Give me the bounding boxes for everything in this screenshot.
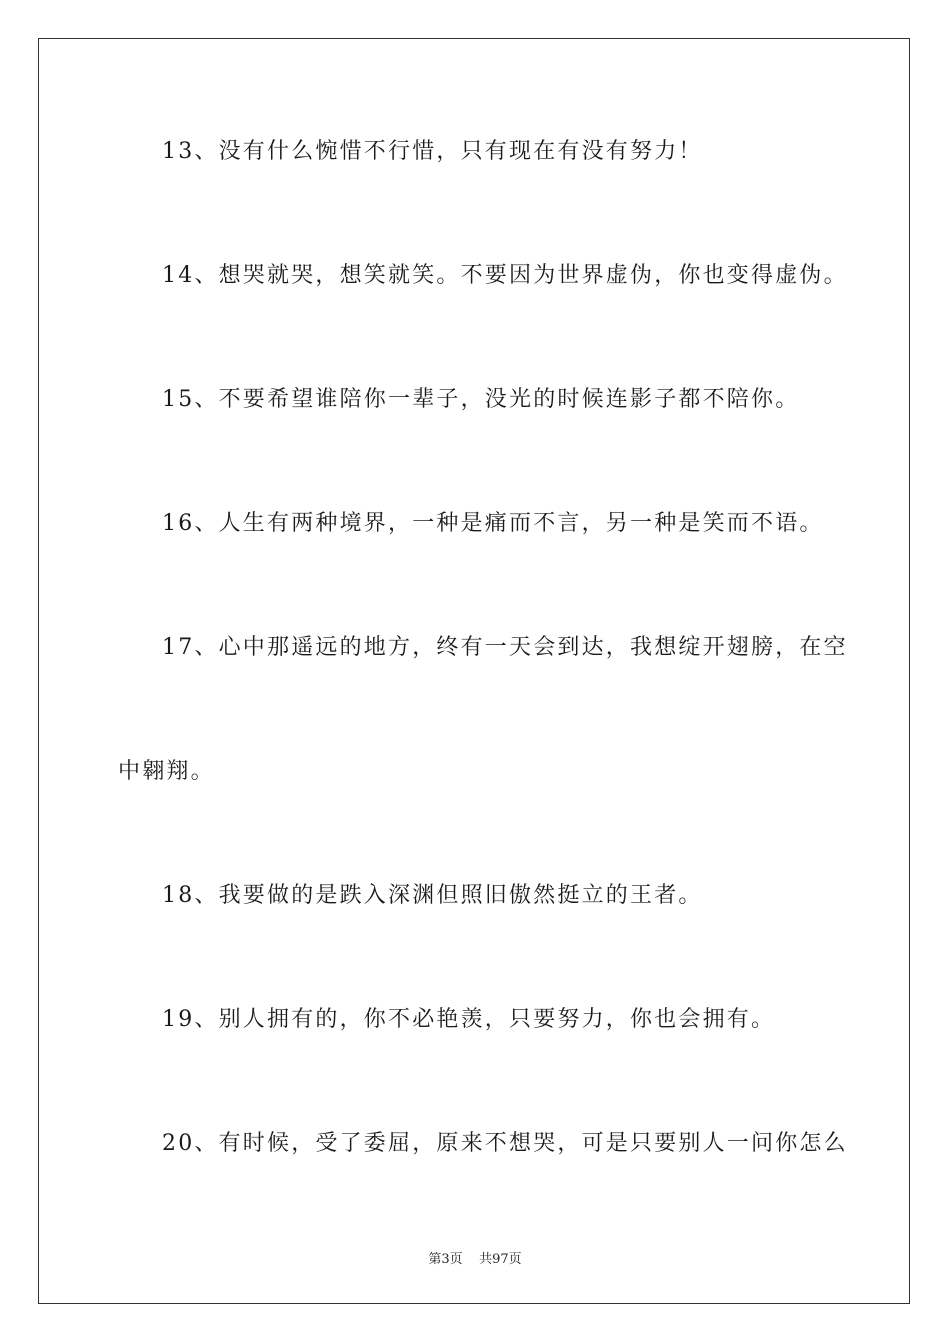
page-footer bbox=[0, 1248, 950, 1267]
quote-13: 13、没有什么惋惜不行惜，只有现在有没有努力！ bbox=[162, 139, 703, 164]
quote-16: 16、人生有两种境界，一种是痛而不言，另一种是笑而不语。 bbox=[162, 511, 824, 536]
quote-19: 19、别人拥有的，你不必艳羡，只要努力，你也会拥有。 bbox=[162, 1007, 776, 1032]
page-total: 共97页 bbox=[479, 1252, 522, 1267]
quote-18: 18、我要做的是跌入深渊但照旧傲然挺立的王者。 bbox=[162, 883, 703, 908]
quote-17-line-2: 中翱翔。 bbox=[118, 759, 215, 784]
page-number: 第3页 bbox=[428, 1252, 463, 1267]
quote-15: 15、不要希望谁陪你一辈子，没光的时候连影子都不陪你。 bbox=[162, 387, 800, 412]
quote-20-line-1: 20、有时候，受了委屈，原来不想哭，可是只要别人一问你怎么 bbox=[162, 1131, 848, 1156]
quote-17-line-1: 17、心中那遥远的地方，终有一天会到达，我想绽开翅膀，在空 bbox=[162, 635, 848, 660]
quote-14: 14、想哭就哭，想笑就笑。不要因为世界虚伪，你也变得虚伪。 bbox=[162, 263, 848, 288]
